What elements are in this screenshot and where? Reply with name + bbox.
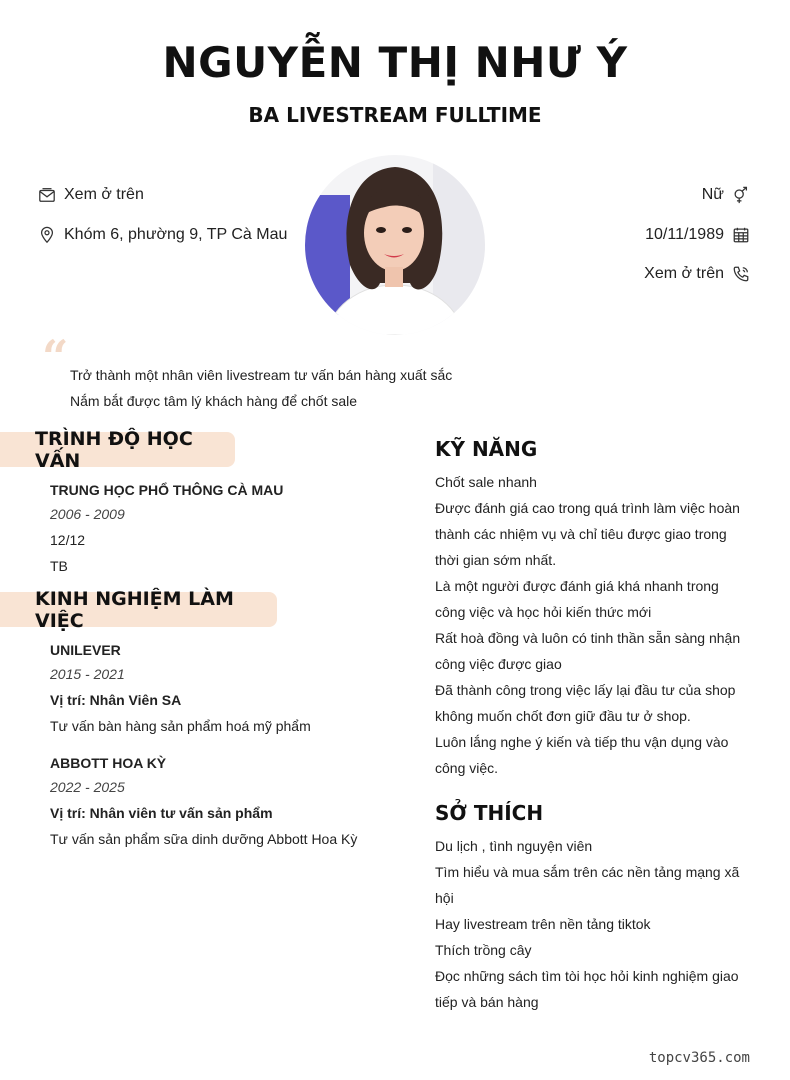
education-entry (50, 477, 283, 579)
job-title: BA LIVESTREAM FULLTIME (248, 103, 542, 127)
watermark: topcv365.com (648, 1050, 750, 1066)
experience-entry (50, 637, 311, 739)
job-period: 2015 - 2021 (50, 666, 125, 682)
hobbies-heading: SỞ THÍCH (435, 801, 544, 825)
skills-heading: KỸ NĂNG (435, 437, 538, 461)
job-position: Vị trí: Nhân Viên SA (50, 692, 182, 708)
skill-item: Luôn lắng nghe ý kiến và tiếp thu vận dụng vào công việc. (435, 734, 729, 776)
company-name: UNILEVER (50, 642, 121, 658)
skill-item: Là một người được đánh giá khá nhanh trong công việc và học hỏi kiến thức mới (435, 578, 719, 620)
contact-email (38, 186, 144, 204)
mail-icon (38, 186, 56, 204)
hobbies-list (435, 833, 751, 1015)
job-description: Tư vấn sản phẩm sữa dinh dưỡng Abbott Hoa Kỳ (50, 831, 358, 847)
company-name: ABBOTT HOA KỲ (50, 755, 167, 771)
hobby-item: Đọc những sách tìm tòi học hỏi kinh nghiệm giao tiếp và bán hàng (435, 968, 739, 1010)
objective-line: Nắm bắt được tâm lý khách hàng để chốt sale (70, 393, 358, 409)
address-value: Khóm 6, phường 9, TP Cà Mau (64, 226, 288, 243)
email-value: Xem ở trên (64, 186, 144, 203)
phone-value: Xem ở trên (644, 265, 724, 282)
candidate-name: NGUYỄN THỊ NHƯ Ý (162, 38, 628, 87)
education-period: 2006 - 2009 (50, 506, 125, 522)
education-heading: TRÌNH ĐỘ HỌC VẤN (0, 432, 235, 467)
contact-phone (644, 265, 750, 283)
experience-entry (50, 750, 357, 852)
career-objective (70, 362, 452, 414)
quote-icon: “ (42, 330, 69, 384)
hobby-item: Hay livestream trên nền tảng tiktok (435, 916, 651, 932)
hobby-item: Thích trồng cây (435, 942, 532, 958)
school-name: TRUNG HỌC PHỔ THÔNG CÀ MAU (50, 482, 284, 498)
birthday-value: 10/11/1989 (645, 226, 724, 243)
experience-heading: KINH NGHIỆM LÀM VIỆC (0, 592, 277, 627)
contact-address (38, 226, 287, 244)
contact-birthday (645, 226, 750, 244)
skills-list (435, 469, 751, 781)
skill-item: Chốt sale nhanh (435, 474, 537, 490)
skill-item: Rất hoà đồng và luôn có tinh thần sẵn sàng nhận công việc được giao (435, 630, 741, 672)
skill-item: Đã thành công trong việc lấy lại đầu tư của shop không muốn chốt đơn giữ đầu tư ở shop. (435, 682, 736, 724)
education-rank: TB (50, 558, 68, 574)
objective-line: Trở thành một nhân viên livestream tư vấn bán hàng xuất sắc (70, 367, 453, 383)
job-period: 2022 - 2025 (50, 779, 125, 795)
job-description: Tư vấn bàn hàng sản phẩm hoá mỹ phẩm (50, 718, 311, 734)
hobby-item: Tìm hiểu và mua sắm trên các nền tảng mạng xã hội (435, 864, 740, 906)
education-grade: 12/12 (50, 532, 86, 548)
location-icon (38, 226, 56, 244)
gender-value: Nữ (701, 186, 724, 203)
contact-gender (702, 186, 750, 204)
job-position: Vị trí: Nhân viên tư vấn sản phẩm (50, 805, 273, 821)
gender-icon (732, 186, 750, 204)
hobby-item: Du lịch , tình nguyện viên (435, 838, 593, 854)
skill-item: Được đánh giá cao trong quá trình làm việc hoàn thành các nhiệm vụ và chỉ tiêu được giao trong thời gian sớm nhất. (435, 500, 740, 568)
phone-icon (732, 265, 750, 283)
calendar-icon (732, 226, 750, 244)
avatar (305, 155, 485, 335)
